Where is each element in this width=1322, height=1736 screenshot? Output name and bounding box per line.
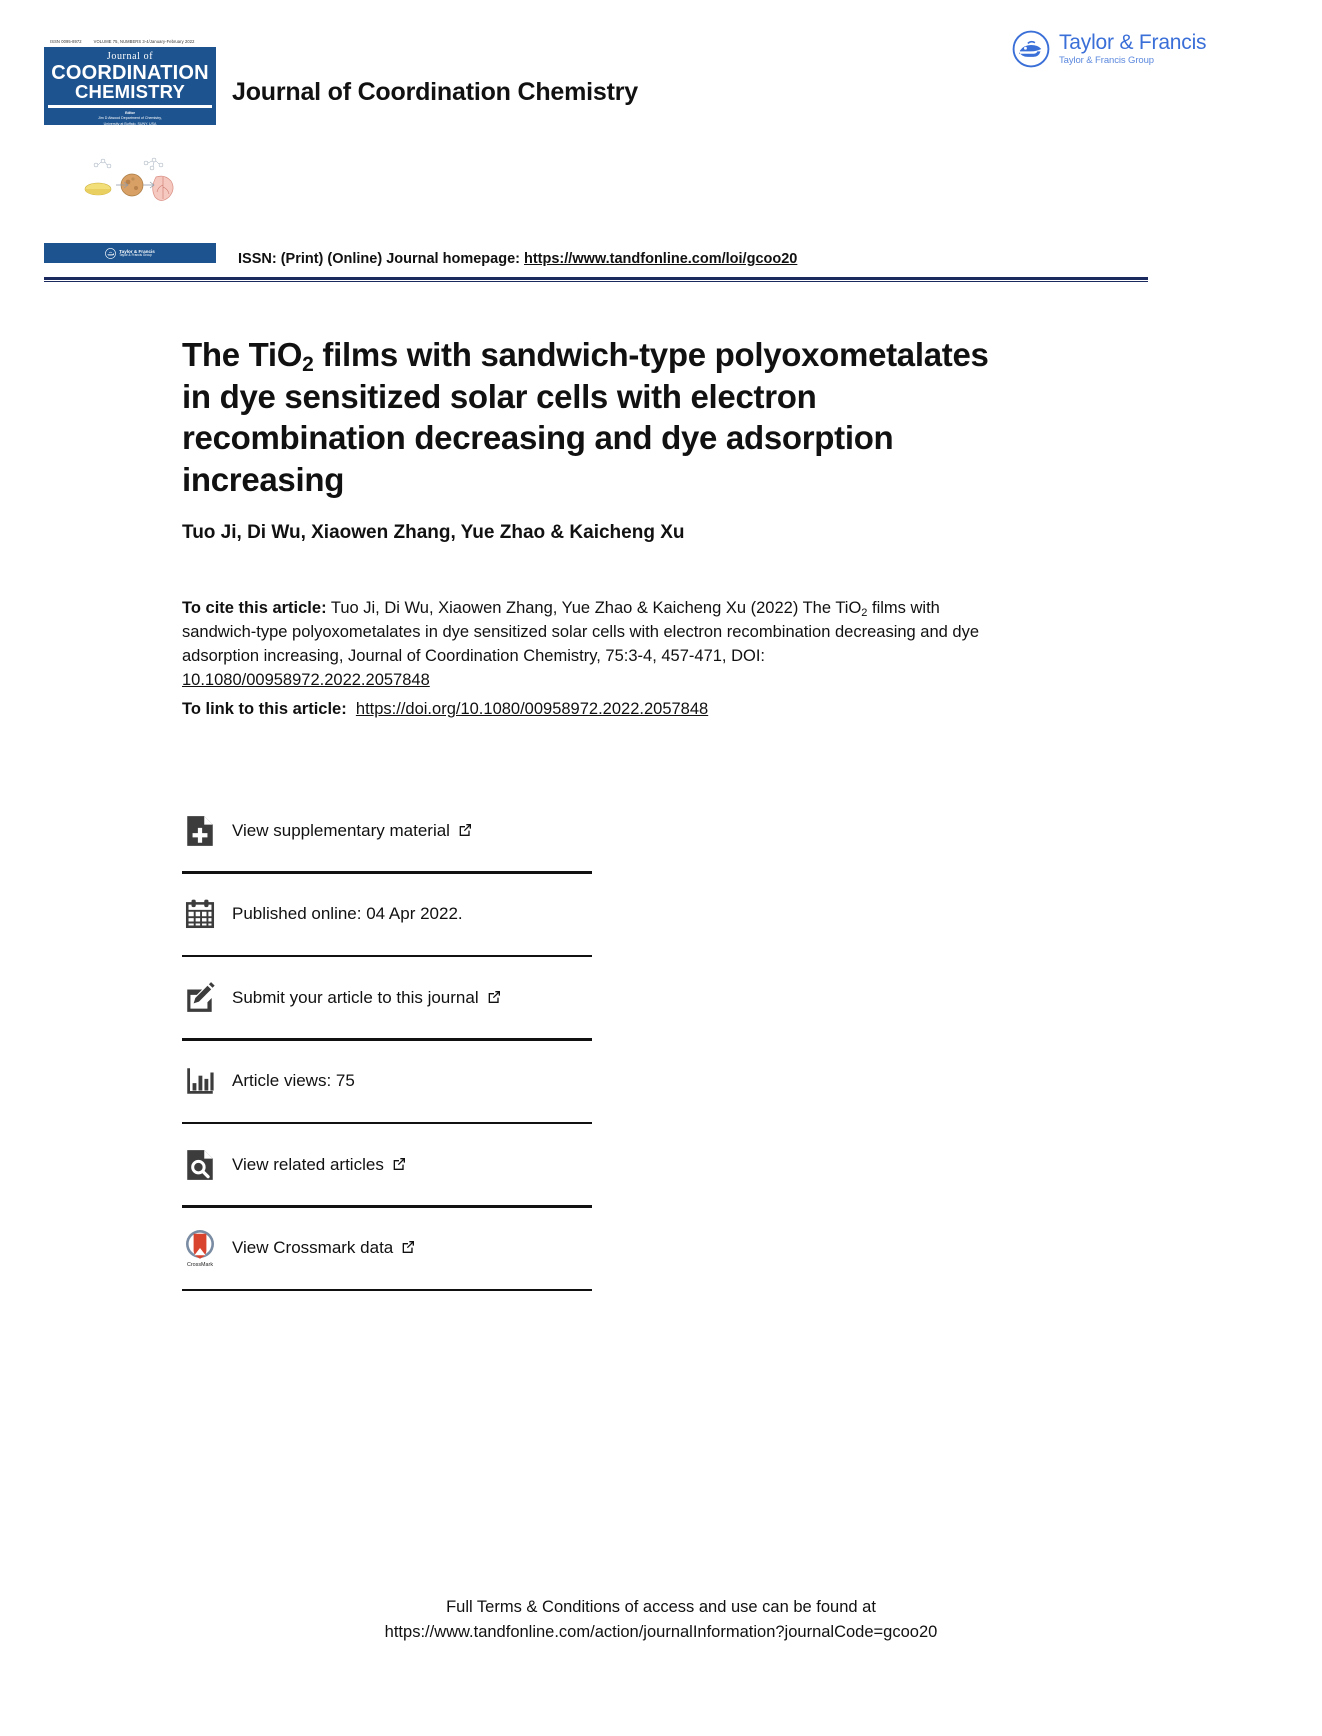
header-rule-thin [44, 281, 1148, 282]
journal-homepage-link[interactable]: https://www.tandfonline.com/loi/gcoo20 [524, 251, 798, 267]
article-actions-list [182, 790, 592, 1291]
cover-artwork-illustration [76, 155, 186, 207]
cite-text-a: Tuo Ji, Di Wu, Xiaowen Zhang, Yue Zhao & Kaicheng Xu (2022) The TiO [326, 599, 862, 617]
taylor-francis-lamp-icon [105, 248, 116, 259]
cite-text-b: films with sandwich-type polyoxometalates in dye sensitized solar cells with electron recombination decreasing and dye adsorption increasing, Journal of Coordination Chemistry, 75:3-4, 457-471, DOI: [182, 599, 980, 666]
action-separator [182, 1289, 592, 1292]
taylor-francis-lamp-icon [1012, 30, 1050, 68]
cover-title-line1: COORDINATION [51, 62, 209, 84]
action-article-views [182, 1041, 592, 1122]
publisher-strip-group: Taylor & Francis Group [119, 252, 152, 257]
issn-homepage-line [238, 251, 797, 267]
doi-url-link[interactable]: https://doi.org/10.1080/00958972.2022.2057848 [355, 700, 709, 718]
action-published-online [182, 874, 592, 955]
footer-terms-line: Full Terms & Conditions of access and use can be found at [446, 1598, 876, 1616]
publisher-strip [44, 243, 216, 263]
page-header [0, 0, 1322, 290]
cite-subscript: 2 [861, 607, 868, 619]
action-submit-article[interactable] [182, 957, 592, 1038]
action-label: Submit your article to this journal [232, 988, 502, 1008]
publisher-strip-name: Taylor & Francis [119, 248, 155, 254]
cover-volume: VOLUME 75, NUMBERS 3-4/January-February 2022 [93, 39, 195, 44]
footer-url-line[interactable]: https://www.tandfonline.com/action/journalInformation?journalCode=gcoo20 [384, 1623, 938, 1642]
journal-cover-thumbnail [44, 36, 216, 136]
action-view-related-articles[interactable] [182, 1124, 592, 1205]
action-label: View related articles [232, 1155, 407, 1175]
external-link-icon [486, 989, 502, 1005]
cover-blue-panel [44, 47, 216, 125]
cover-editor-name: Jim D Atwood Department of Chemistry, [98, 116, 162, 121]
action-label: Published online: 04 Apr 2022. [232, 904, 463, 923]
article-link-block [182, 700, 708, 719]
article-title [182, 334, 1002, 500]
supplementary-file-plus-icon [182, 813, 218, 849]
doi-link[interactable]: 10.1080/00958972.2022.2057848 [182, 671, 430, 690]
calendar-icon [182, 896, 218, 932]
citation-block [182, 596, 1010, 692]
taylor-francis-logo [1012, 30, 1206, 68]
bar-chart-icon [182, 1063, 218, 1099]
cover-issn: ISSN 0095-8972 [50, 39, 82, 44]
article-title-subscript: 2 [302, 353, 314, 377]
action-view-crossmark-data[interactable] [182, 1208, 592, 1289]
header-rule [44, 277, 1148, 280]
action-label: Article views: 75 [232, 1071, 355, 1090]
external-link-icon [400, 1239, 416, 1255]
crossmark-icon [182, 1230, 218, 1266]
page-footer [0, 1595, 1322, 1645]
cite-label: To cite this article: [182, 599, 327, 617]
cover-title-line2: CHEMISTRY [74, 81, 186, 103]
action-view-supplementary-material[interactable] [182, 790, 592, 871]
cover-editor-affiliation: University at Buffalo, SUNY, USA [103, 121, 157, 126]
issn-prefix: ISSN: (Print) (Online) Journal homepage: [238, 251, 520, 267]
journal-name-heading: Journal of Coordination Chemistry [232, 78, 638, 106]
pencil-submit-icon [182, 980, 218, 1016]
link-label: To link to this article: [182, 700, 347, 718]
article-title-part2: films with sandwich-type polyoxometalates in dye sensitized solar cells with electron recombination decreasing and dye adsorption increasing [182, 336, 989, 498]
brand-group: Taylor & Francis Group [1059, 54, 1154, 66]
brand-name: Taylor & Francis [1059, 31, 1207, 55]
cover-editor-label: Editor [125, 111, 135, 116]
action-label: View Crossmark data [232, 1238, 416, 1258]
cover-issn-volume-line [44, 36, 216, 47]
related-articles-search-icon [182, 1147, 218, 1183]
svg-text:CrossMark: CrossMark [186, 1262, 214, 1268]
article-authors: Tuo Ji, Di Wu, Xiaowen Zhang, Yue Zhao & Kaicheng Xu [182, 522, 685, 543]
cover-editor-block [44, 108, 216, 127]
action-label: View supplementary material [232, 821, 473, 841]
cover-journal-of: Journal of [106, 51, 154, 62]
external-link-icon [457, 822, 473, 838]
external-link-icon [391, 1156, 407, 1172]
article-title-part1: The TiO [182, 336, 303, 374]
